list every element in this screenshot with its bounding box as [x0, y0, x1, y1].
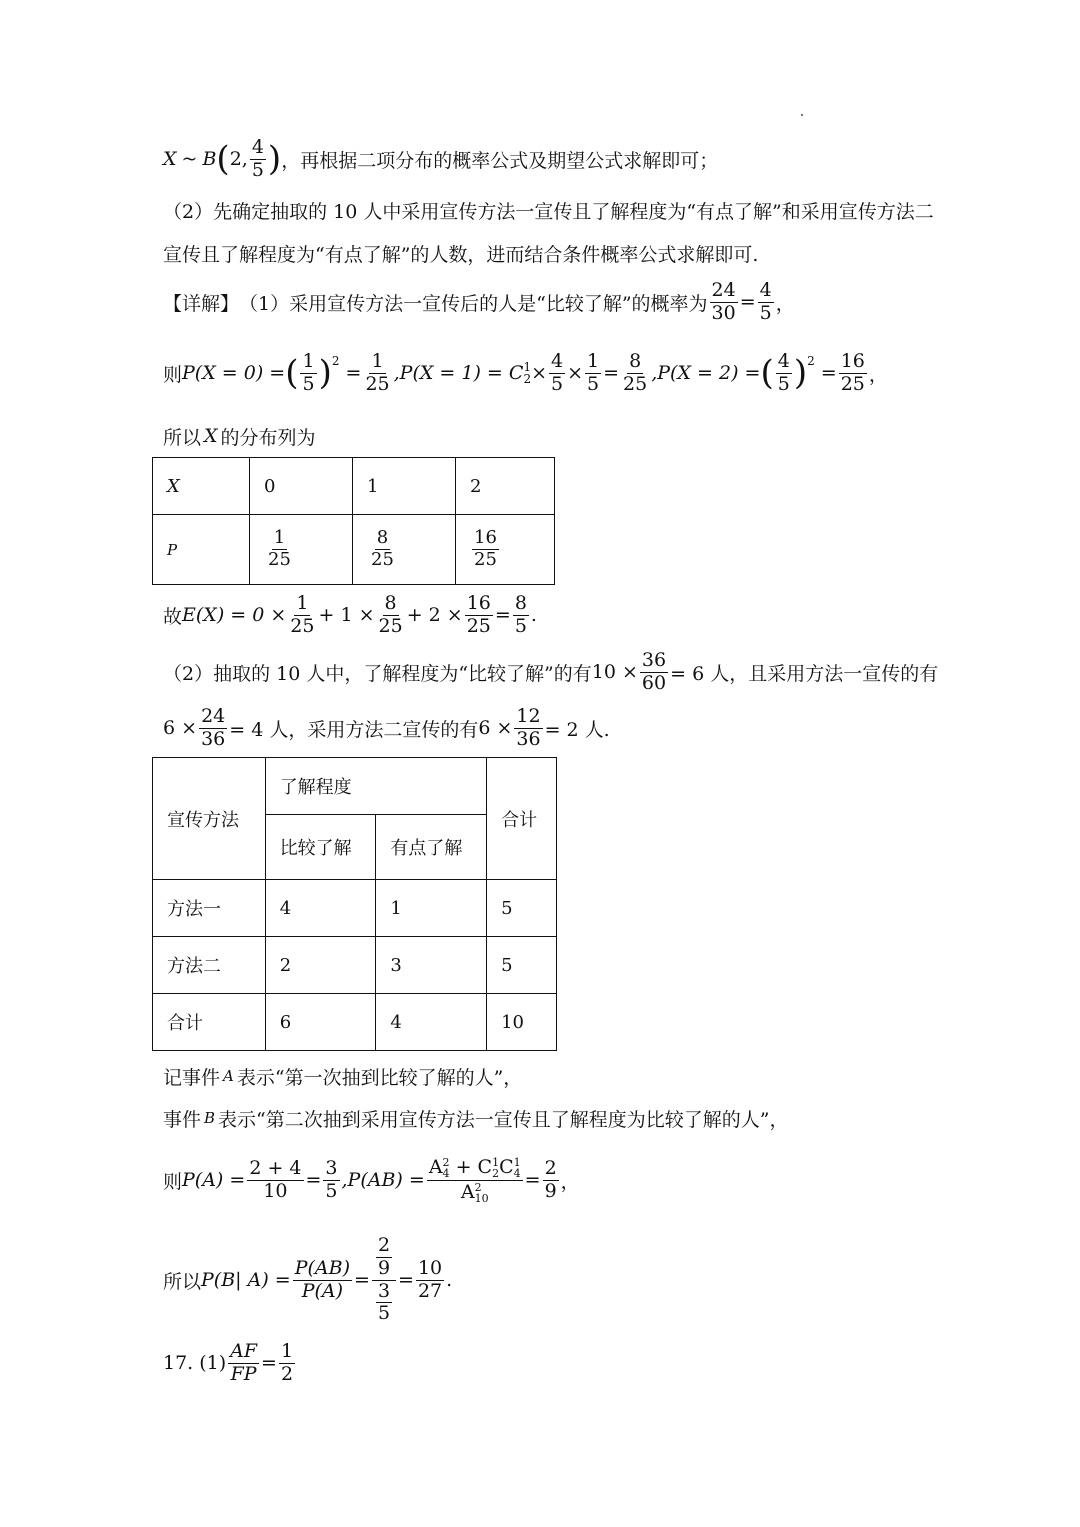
header-sub1: 比较了解 — [265, 815, 376, 880]
exponent: 2 — [331, 354, 340, 368]
table-cell: 4 — [376, 994, 487, 1051]
fraction-16-25: $\frac{16}{25}$ — [840, 349, 865, 395]
question-number: 17. — [163, 1352, 194, 1374]
line-p-a-ab: 则 P(A) = $\frac{2 + 4}{10}$ = $\frac{3}{5}$ ,P(AB) = A 2 4 + C 1 2 C 1 4 A 2 10 = $\frac{2}{9}$ ， — [163, 1155, 580, 1205]
fraction-arrangement: A 2 4 + C 1 2 C 1 4 A 2 10 — [428, 1155, 521, 1205]
table-cell: $\frac{8}{25}$ — [353, 515, 456, 585]
line-event-a: 记事件 A 表示“第一次抽到比较了解的人”， — [163, 1066, 523, 1089]
paren-close: ) — [267, 139, 282, 179]
table-cell: 2 — [456, 458, 555, 515]
table-cell: 4 — [265, 880, 376, 937]
table-cell: 方法二 — [153, 937, 266, 994]
table-row — [153, 937, 557, 994]
header-method: 宣传方法 — [153, 758, 266, 880]
fraction-p: $\frac{4}{5}$ — [251, 135, 264, 181]
expectation: E(X) = 0 × — [182, 604, 287, 626]
param-n: 2, — [229, 148, 248, 170]
equals: = — [739, 291, 756, 313]
line-probabilities: 则 P(X = 0) = ( $\frac{1}{5}$ ) 2 = $\frac{1}{25}$ ,P(X = 1) = C 1 2 × $\frac{4}{5}$ × $\frac{1}{5}$ = $\frac{8}{25}$ ,P(X = 2) = ( $\frac{4}{5}$ ) 2 = $\frac{16}{25}$ ， — [163, 349, 888, 395]
var-b: B — [202, 148, 217, 170]
table-cell: 10 — [487, 994, 557, 1051]
line-part2-intro: （2）先确定抽取的 10 人中采用宣传方法一宣传且了解程度为“有点了解”和采用宣传方法二 — [163, 200, 934, 223]
fraction-24-30: $\frac{24}{30}$ — [711, 278, 736, 324]
line-part2-method: 宣传且了解程度为“有点了解”的人数，进而结合条件概率公式求解即可. — [163, 243, 759, 266]
distribution-table — [152, 457, 555, 585]
header-total: 合计 — [487, 758, 557, 880]
table-cell: $\frac{1}{25}$ — [250, 515, 353, 585]
fraction-4-5: $\frac{4}{5}$ — [759, 278, 772, 324]
header-level: 了解程度 — [265, 758, 486, 815]
table-cell: $\frac{16}{25}$ — [456, 515, 555, 585]
table-row — [153, 994, 557, 1051]
table-cell: P — [153, 515, 250, 585]
table-cell: 3 — [376, 937, 487, 994]
table-cell: 5 — [487, 937, 557, 994]
table-cell: 6 — [265, 994, 376, 1051]
fraction-1-5: $\frac{1}{5}$ — [302, 349, 315, 395]
var-x: X — [163, 148, 177, 170]
table-cell: 0 — [250, 458, 353, 515]
fraction-4-5c: $\frac{4}{5}$ — [777, 349, 790, 395]
table-cell: 1 — [353, 458, 456, 515]
contingency-table — [152, 757, 557, 1051]
p-x-eq-1: ,P(X = 1) = C — [393, 362, 524, 384]
line1-text: ，再根据二项分布的概率公式及期望公式求解即可； — [281, 149, 719, 172]
line-conditional-probability: 所以 P(B| A) = $\frac{P(AB)}{P(A)}$ = $\frac{\frac{2}{9}}{\frac{3}{5}}$ = $\frac{10}{27}$ . — [163, 1233, 453, 1325]
paren-open: ( — [216, 139, 230, 179]
table-row — [153, 515, 555, 585]
p-x-eq-2: ,P(X = 2) = — [651, 362, 761, 384]
table-cell: X — [153, 458, 250, 515]
table-cell: 2 — [265, 937, 376, 994]
line-detail-probability: 【详解】 （1）采用宣传方法一宣传后的人是“比较了解”的概率为 $\frac{24}{30}$ = $\frac{4}{5}$ ， — [163, 278, 795, 324]
detail-text: （1）采用宣传方法一宣传后的人是“比较了解”的概率为 — [239, 292, 708, 315]
line-question-17: 17. (1) $\frac{AF}{FP}$ = $\frac{1}{2}$ — [163, 1339, 294, 1385]
line-binomial-setup — [163, 135, 718, 183]
fraction-8-25: $\frac{8}{25}$ — [623, 349, 648, 395]
table-cell: 5 — [487, 880, 557, 937]
fraction-1-25: $\frac{1}{25}$ — [365, 349, 390, 395]
fraction-1-5b: $\frac{1}{5}$ — [587, 349, 600, 395]
table-row — [153, 880, 557, 937]
line-expectation: 故 E(X) = 0 × $\frac{1}{25}$ + 1 × $\frac{8}{25}$ + 2 × $\frac{16}{25}$ = $\frac{8}{5}$ . — [163, 591, 537, 637]
compound-fraction: $\frac{\frac{2}{9}}{\frac{3}{5}}$ — [372, 1236, 396, 1325]
line-distribution-intro: 所以 X 的分布列为 — [163, 425, 316, 449]
fraction-4-5b: $\frac{4}{5}$ — [551, 349, 564, 395]
p-x-eq-0: P(X = 0) = — [182, 362, 286, 384]
table-cell: 方法一 — [153, 880, 266, 937]
scan-speck — [801, 114, 803, 116]
tilde: ~ — [181, 148, 198, 170]
line-event-b: 事件 B 表示“第二次抽到采用宣传方法一宣传且了解程度为比较了解的人”， — [163, 1108, 789, 1131]
header-sub2: 有点了解 — [376, 815, 487, 880]
table-cell: 1 — [376, 880, 487, 937]
table-row — [153, 458, 555, 515]
line-part2-count: （2）抽取的 10 人中，了解程度为“比较了解”的有 10 × $\frac{36}{60}$ = 6 人，且采用方法一宣传的有 — [163, 648, 939, 694]
detail-label: 【详解】 — [163, 292, 240, 315]
table-cell: 合计 — [153, 994, 266, 1051]
line-part2-split: 6 × $\frac{24}{36}$ = 4 人，采用方法二宣传的有 6 × $\frac{12}{36}$ = 2 人. — [163, 704, 610, 750]
table-header-row — [153, 758, 557, 815]
